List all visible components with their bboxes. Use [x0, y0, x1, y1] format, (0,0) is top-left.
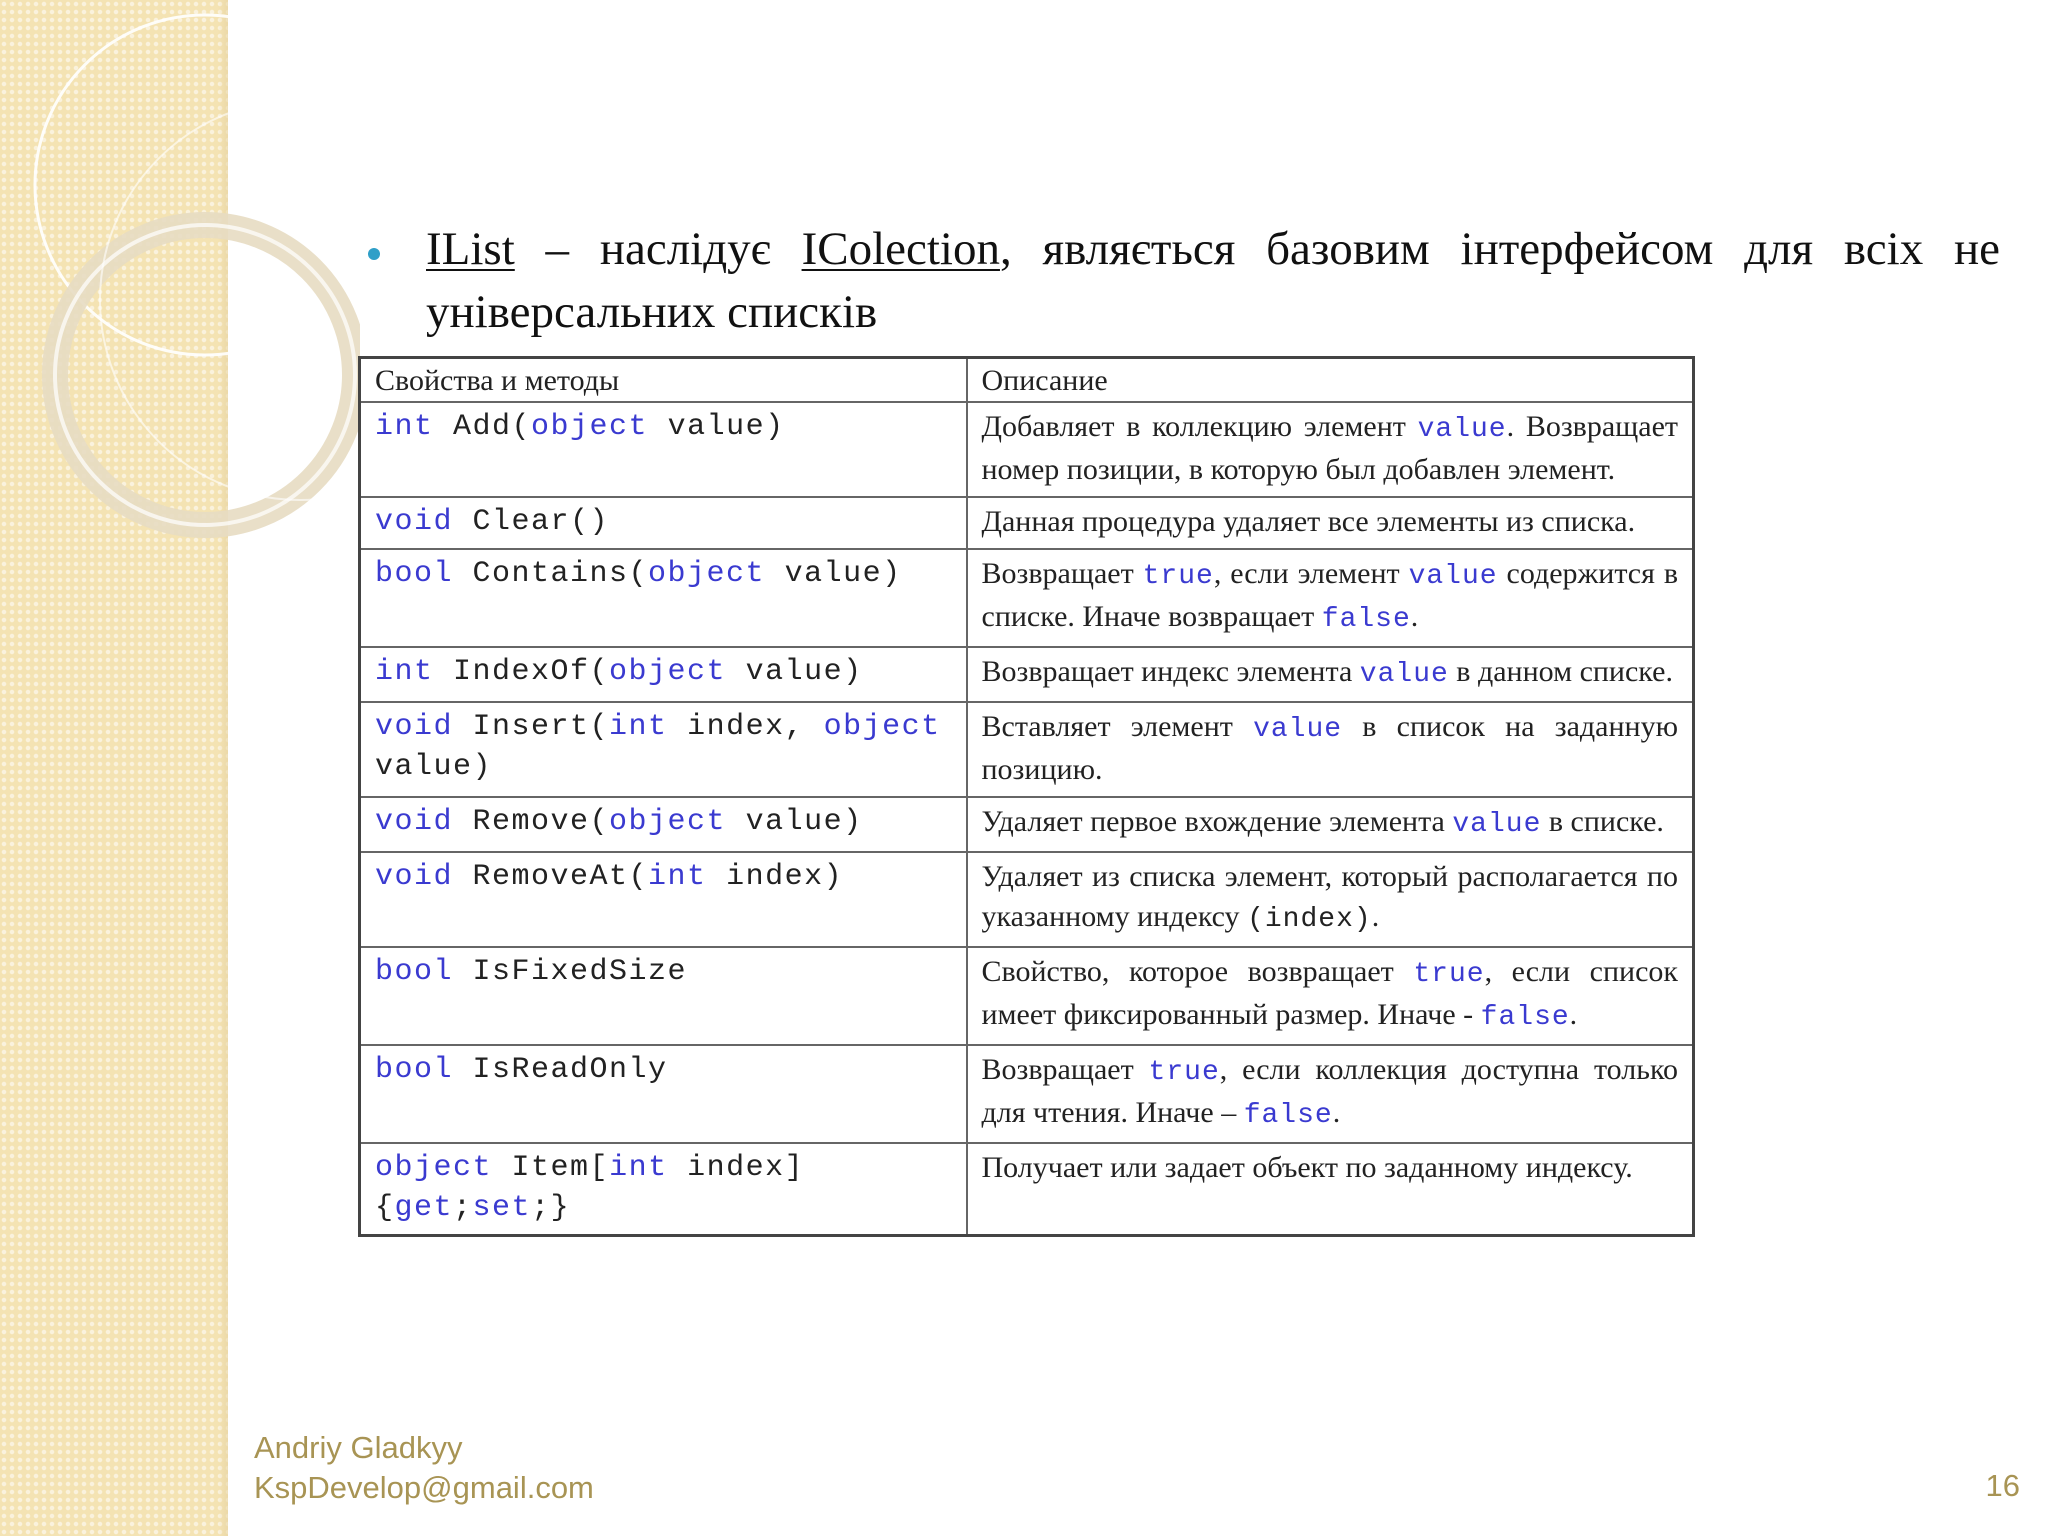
- text-token: Возвращает: [981, 1053, 1149, 1086]
- text-token: IsReadOnly: [453, 1053, 668, 1087]
- text-token: ;}: [531, 1191, 571, 1225]
- keyword-token: object: [531, 410, 649, 444]
- keyword-token: bool: [375, 557, 454, 591]
- decorative-circles: [0, 0, 360, 640]
- member-description: [967, 549, 1694, 647]
- text-token: Добавляет в коллекцию элемент: [981, 410, 1418, 443]
- text-token: index,: [667, 710, 824, 744]
- text-token: . Возвращает номер позиции, в которую был добавлен элемент.: [981, 410, 1678, 486]
- code-token: (index): [1247, 904, 1372, 935]
- member-signature: [360, 497, 967, 549]
- member-description: [967, 797, 1694, 852]
- keyword-token: void: [375, 860, 454, 894]
- text-token: RemoveAt(: [453, 860, 649, 894]
- text-token: Свойство, которое возвращает: [981, 955, 1414, 988]
- member-description: [967, 1143, 1694, 1236]
- keyword-token: value: [1408, 561, 1498, 592]
- keyword-token: object: [823, 710, 941, 744]
- text-token: Contains(: [453, 557, 649, 591]
- member-signature: [360, 1045, 967, 1143]
- page-number: 16: [1985, 1468, 2020, 1503]
- keyword-token: object: [648, 557, 766, 591]
- term-ilist: IList: [426, 223, 515, 275]
- footer-email: KspDevelop@gmail.com: [254, 1470, 594, 1505]
- methods-table: [358, 356, 1695, 1237]
- member-description: [967, 497, 1694, 549]
- table-row: [360, 497, 1694, 549]
- keyword-token: true: [1142, 561, 1214, 592]
- member-signature: [360, 797, 967, 852]
- text-token: Возвращает: [981, 557, 1143, 590]
- text-token: , если список имеет фиксированный размер. Иначе -: [981, 955, 1678, 1031]
- keyword-token: void: [375, 805, 454, 839]
- text-token: в данном списке.: [1448, 655, 1673, 688]
- member-signature: [360, 852, 967, 947]
- keyword-token: bool: [375, 955, 454, 989]
- table-row: [360, 852, 1694, 947]
- member-signature: [360, 702, 967, 797]
- header-description: Описание: [967, 358, 1694, 403]
- text-token: value): [648, 410, 785, 444]
- keyword-token: int: [609, 710, 668, 744]
- footer: [254, 1428, 594, 1508]
- keyword-token: void: [375, 505, 454, 539]
- member-description: [967, 947, 1694, 1045]
- text-token: Возвращает индекс элемента: [981, 655, 1360, 688]
- text-token: .: [1371, 900, 1380, 933]
- text-token: IndexOf(: [433, 655, 610, 689]
- text-token: Удаляет из списка элемент, который располагается по указанному индексу: [981, 860, 1678, 933]
- text-token: Item[: [492, 1151, 610, 1185]
- text-token: , если элемент: [1213, 557, 1409, 590]
- text-token: содержится в списке. Иначе возвращает: [981, 557, 1678, 633]
- table-row: [360, 647, 1694, 702]
- text-token: Remove(: [453, 805, 610, 839]
- text-token: .: [1569, 998, 1578, 1031]
- text-token: index]{: [375, 1151, 805, 1225]
- table-header-row: [360, 358, 1694, 403]
- table-row: [360, 1045, 1694, 1143]
- keyword-token: false: [1243, 1100, 1333, 1131]
- text-token: ;: [453, 1191, 473, 1225]
- text-token: Insert(: [453, 710, 610, 744]
- header-properties-methods: Свойства и методы: [360, 358, 967, 403]
- table-row: [360, 1143, 1694, 1236]
- table-row: [360, 549, 1694, 647]
- table-row: [360, 797, 1694, 852]
- bullet-text-part: – наслідує: [514, 223, 802, 275]
- bullet-dot-icon: [368, 248, 380, 260]
- text-token: value): [726, 655, 863, 689]
- keyword-token: value: [1253, 714, 1343, 745]
- member-signature: [360, 947, 967, 1045]
- text-token: value): [375, 750, 493, 784]
- member-signature: [360, 647, 967, 702]
- keyword-token: object: [375, 1151, 493, 1185]
- keyword-token: object: [609, 805, 727, 839]
- text-token: Вставляет элемент: [981, 710, 1254, 743]
- keyword-token: get: [394, 1191, 454, 1225]
- text-token: index): [706, 860, 844, 894]
- text-token: Данная процедура удаляет все элементы из списка.: [981, 505, 1636, 538]
- member-description: [967, 402, 1694, 497]
- text-token: IsFixedSize: [453, 955, 688, 989]
- table-row: [360, 702, 1694, 797]
- table-row: [360, 947, 1694, 1045]
- footer-author: Andriy Gladkyy: [254, 1430, 463, 1465]
- member-description: [967, 852, 1694, 947]
- text-token: Add(: [433, 410, 532, 444]
- term-icolection: IColection: [801, 223, 1000, 275]
- keyword-token: bool: [375, 1053, 454, 1087]
- member-signature: [360, 1143, 967, 1236]
- keyword-token: void: [375, 710, 454, 744]
- keyword-token: object: [609, 655, 727, 689]
- text-token: Получает или задает объект по заданному индексу.: [981, 1151, 1633, 1184]
- text-token: value): [765, 557, 902, 591]
- table-row: [360, 402, 1694, 497]
- keyword-token: value: [1452, 809, 1542, 840]
- keyword-token: true: [1413, 959, 1485, 990]
- keyword-token: true: [1148, 1057, 1220, 1088]
- bullet-item: [360, 218, 2000, 344]
- text-token: .: [1410, 600, 1419, 633]
- member-signature: [360, 402, 967, 497]
- keyword-token: set: [472, 1191, 532, 1225]
- keyword-token: int: [609, 1151, 668, 1185]
- bullet-text-rest: , являється базовим інтерфейсом для всіх не універсальних списків: [426, 223, 2000, 338]
- text-token: value): [726, 805, 863, 839]
- keyword-token: value: [1417, 414, 1507, 445]
- member-description: [967, 702, 1694, 797]
- keyword-token: false: [1480, 1002, 1570, 1033]
- bullet-text: [426, 218, 2000, 344]
- member-description: [967, 647, 1694, 702]
- keyword-token: int: [648, 860, 707, 894]
- keyword-token: false: [1321, 604, 1411, 635]
- text-token: Удаляет первое вхождение элемента: [981, 805, 1453, 838]
- keyword-token: int: [375, 655, 434, 689]
- keyword-token: int: [375, 410, 434, 444]
- text-token: в списке.: [1541, 805, 1664, 838]
- text-token: в список на заданную позицию.: [981, 710, 1679, 786]
- text-token: , если коллекция доступна только для чтения. Иначе –: [981, 1053, 1678, 1129]
- member-signature: [360, 549, 967, 647]
- member-description: [967, 1045, 1694, 1143]
- text-token: .: [1332, 1096, 1341, 1129]
- keyword-token: value: [1359, 659, 1449, 690]
- text-token: Clear(): [453, 505, 610, 539]
